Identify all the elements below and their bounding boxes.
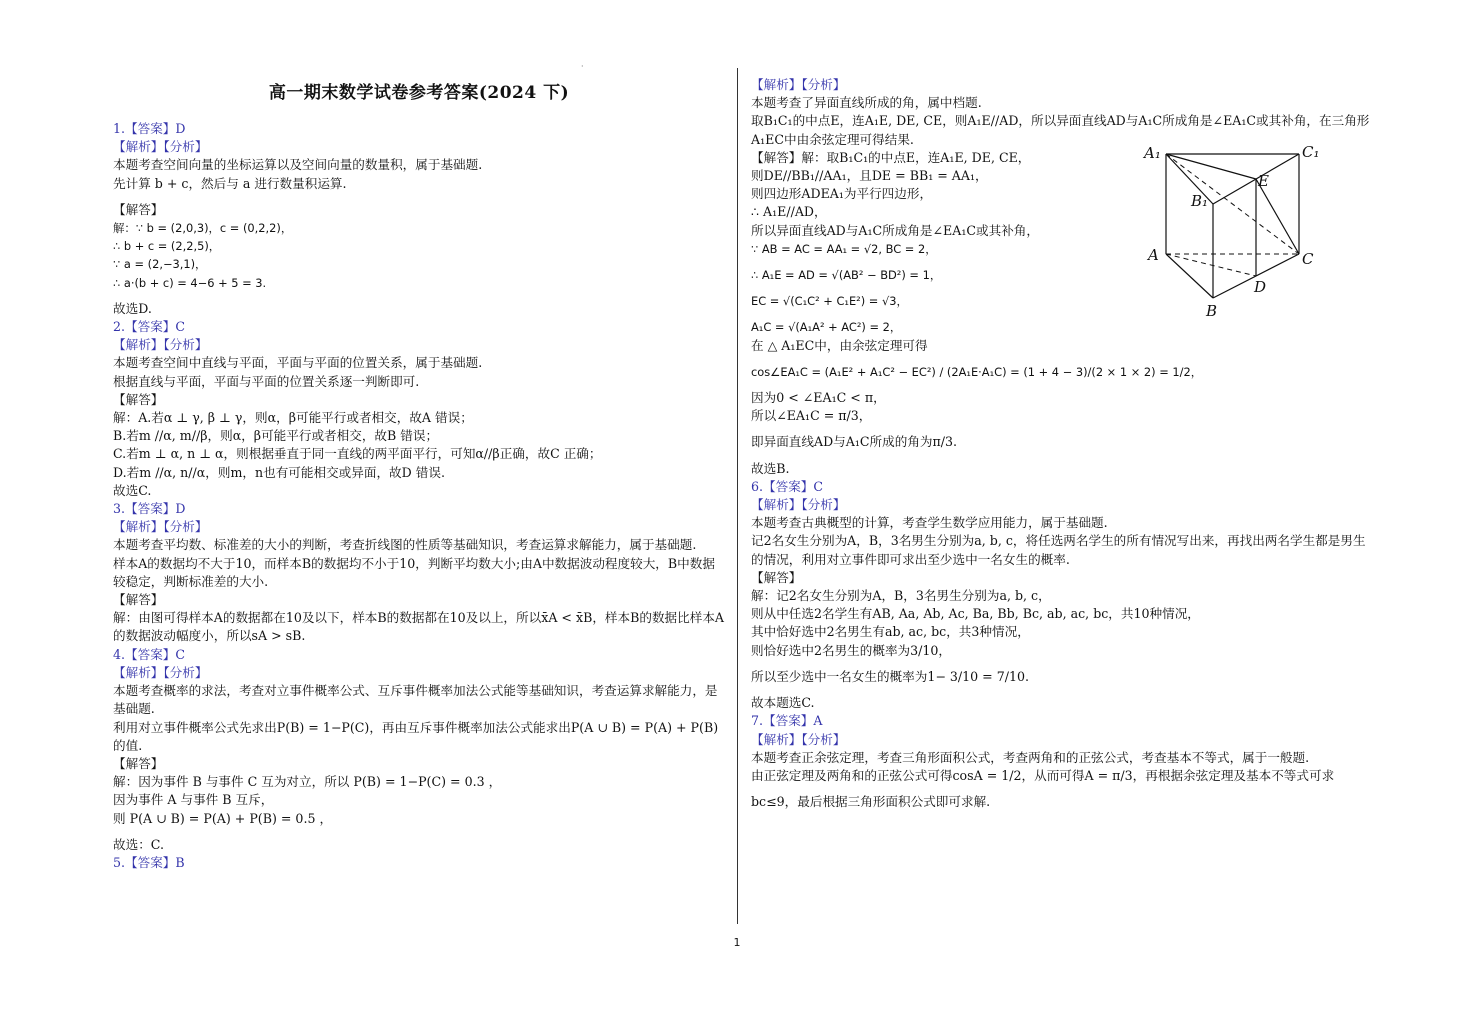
text-line: ∴ b + c = (2,2,5)， — [113, 239, 221, 254]
edge-a-d-hidden — [1166, 254, 1256, 276]
text-line: 【解答】 — [751, 569, 802, 585]
column-divider — [737, 68, 738, 924]
page-title: 高一期末数学试卷参考答案(2024 下) — [268, 83, 570, 103]
text-line: 因为事件 A 与事件 B 互斥， — [113, 792, 274, 808]
text-line: 所以至少选中一名女生的概率为1− 3/10 = 7/10. — [751, 668, 1030, 684]
text-line: 【解答】 — [113, 592, 164, 608]
text-line: cos∠EA₁C = (A₁E² + A₁C² − EC²) / (2A₁E·A₁C) = (1 + 4 − 3)/(2 × 1 × 2) = 1/2， — [751, 364, 1203, 379]
analysis-tag: 【解析】【分析】 — [751, 731, 846, 747]
question-answer-header: 2.【答案】C — [113, 319, 186, 335]
label-a1: A₁ — [1144, 144, 1161, 162]
text-line: 本题考查平均数、标准差的大小的判断，考查折线图的性质等基础知识，考查运算求解能力，属于基础题. — [113, 537, 697, 553]
left-column — [113, 120, 725, 872]
spacer — [751, 425, 1367, 433]
text-line: ∴ A₁E//AD， — [751, 204, 827, 220]
text-line: 解：因为事件 B 与事件 C 互为对立，所以 P(B) = 1−P(C) = 0.3 ， — [113, 774, 502, 790]
label-a: A — [1148, 246, 1159, 264]
text-line: 则恰好选中2名男生的概率为3/10， — [751, 642, 952, 658]
label-c: C — [1302, 250, 1314, 268]
label-b1: B₁ — [1191, 192, 1209, 210]
text-line: 故选D. — [113, 300, 152, 316]
text-line: 本题考查了异面直线所成的角，属中档题. — [751, 95, 982, 111]
question-answer-header: 4.【答案】C — [113, 646, 186, 662]
spacer — [751, 452, 1367, 460]
text-line: ∵ AB = AC = AA₁ = √2, BC = 2， — [751, 241, 937, 256]
text-line: 所以∠EA₁C = π/3， — [751, 408, 872, 424]
question-answer-header: 5.【答案】B — [113, 854, 185, 870]
edge-a1-c-hidden — [1166, 154, 1299, 254]
text-line: C.若m ⊥ α, n ⊥ α，则根据垂直于同一直线的两平面平行，可知α//β正确，故C 正确； — [113, 446, 602, 462]
text-line: 在 △ A₁EC中，由余弦定理可得 — [751, 337, 928, 353]
text-line: 则从中任选2名学生有AB, Aa, Ab, Ac, Ba, Bb, Bc, ab, ac, bc，共10种情况， — [751, 606, 1200, 622]
text-line: 解：记2名女生分别为A，B，3名男生分别为a, b, c， — [751, 588, 1051, 604]
text-line: 所以异面直线AD与A₁C所成角是∠EA₁C或其补角， — [751, 222, 1039, 238]
text-line: 本题考查概率的求法，考查对立事件概率公式、互斥事件概率加法公式能等基础知识，考查运算求解能力，是基础题. — [113, 683, 718, 717]
text-line: 【解答】 — [113, 391, 164, 407]
text-line: 则DE//BB₁//AA₁，且DE = BB₁ = AA₁， — [751, 168, 988, 184]
text-line: 故本题选C. — [751, 695, 815, 711]
text-line: 其中恰好选中2名男生有ab, ac, bc，共3种情况， — [751, 624, 1030, 640]
label-e: E — [1258, 172, 1269, 190]
spacer — [113, 828, 725, 836]
prism-figure — [1140, 140, 1330, 320]
spacer — [751, 785, 1367, 793]
text-line: ∴ a·(b + c) = 4−6 + 5 = 3. — [113, 275, 267, 290]
text-line: D.若m //α, n//α，则m，n也有可能相交或异面，故D 错误. — [113, 464, 445, 480]
text-line: 故选B. — [751, 460, 790, 476]
text-line: 即异面直线AD与A₁C所成的角为π/3. — [751, 434, 958, 450]
text-line: 本题考查正余弦定理，考查三角形面积公式，考查两角和的正弦公式，考查基本不等式，属于一般题. — [751, 749, 1310, 765]
text-line: 则四边形ADEA₁为平行四边形， — [751, 186, 933, 202]
text-line: B.若m //α, m//β，则α，β可能平行或者相交，故B 错误； — [113, 428, 439, 444]
question-answer-header: 1.【答案】D — [113, 121, 186, 136]
label-b: B — [1206, 302, 1218, 320]
text-line: 利用对立事件概率公式先求出P(B) = 1−P(C)，再由互斥事件概率加法公式能求出P(A ∪ B) = P(A) + P(B)的值. — [113, 719, 719, 753]
text-line: 【解答】 — [113, 755, 164, 771]
label-c1: C₁ — [1302, 143, 1320, 161]
text-line: 由正弦定理及两角和的正弦公式可得cosA = 1/2，从而可得A = π/3，再根据余弦定理及基本不等式可求 — [751, 767, 1335, 783]
spacer — [751, 660, 1367, 668]
text-line: 本题考查古典概型的计算，考查学生数学应用能力，属于基础题. — [751, 515, 1108, 531]
analysis-tag: 【解析】【分析】 — [113, 139, 208, 155]
text-line: 取B₁C₁的中点E，连A₁E, DE, CE，则A₁E//AD，所以异面直线AD与A₁C所成角是∠EA₁C或其补角，在三角形 — [751, 113, 1370, 129]
text-line: 记2名女生分别为A，B，3名男生分别为a, b, c，将任选两名学生的所有情况写出来，再找出两名学生都是男生的情况，利用对立事件即可求出至少选中一名女生的概率. — [751, 533, 1366, 567]
text-line: A₁EC中由余弦定理可得结果. — [751, 131, 914, 147]
text-line: 根据直线与平面，平面与平面的位置关系逐一判断即可. — [113, 373, 420, 389]
text-line: 本题考查空间中直线与平面，平面与平面的位置关系，属于基础题. — [113, 355, 483, 371]
text-line: ∴ A₁E = AD = √(AB² − BD²) = 1， — [751, 268, 942, 283]
question-answer-header: 6.【答案】C — [751, 478, 824, 494]
text-line: 先计算 b + c，然后与 a 进行数量积运算. — [113, 175, 347, 191]
spacer — [751, 355, 1367, 363]
text-line: 样本A的数据均不大于10，而样本B的数据均不小于10，判断平均数大小;由A中数据波动程度较大，B中数据较稳定，判断标准差的大小. — [113, 555, 715, 589]
label-d: D — [1254, 278, 1267, 296]
text-line: 本题考查空间向量的坐标运算以及空间向量的数量积，属于基础题. — [113, 157, 483, 173]
analysis-tag: 【解析】【分析】 — [751, 77, 846, 92]
text-line: 【解答】解：取B₁C₁的中点E，连A₁E, DE, CE， — [751, 149, 1031, 165]
edge-e-c — [1256, 179, 1299, 254]
analysis-tag: 【解析】【分析】 — [113, 337, 208, 353]
spacer — [113, 193, 725, 201]
text-line: 解：∵ b = (2,0,3)，c = (0,2,2)， — [113, 221, 293, 236]
text-line: A₁C = √(A₁A² + AC²) = 2， — [751, 320, 902, 335]
edge-a-b — [1166, 254, 1213, 298]
analysis-tag: 【解析】【分析】 — [751, 497, 846, 513]
text-line: 因为0 < ∠EA₁C < π， — [751, 390, 886, 406]
text-line: 则 P(A ∪ B) = P(A) + P(B) = 0.5 ， — [113, 810, 333, 826]
page-number: 1 — [733, 936, 741, 949]
text-line: 故选：C. — [113, 836, 164, 852]
text-line: 解：A.若α ⊥ γ, β ⊥ γ，则α，β可能平行或者相交，故A 错误； — [113, 410, 473, 426]
text-line: 故选C. — [113, 482, 152, 498]
text-line: ∵ a = (2,−3,1)， — [113, 257, 207, 272]
spacer — [113, 292, 725, 300]
spacer — [751, 686, 1367, 694]
question-answer-header: 7.【答案】A — [751, 713, 823, 729]
edge-a1-e — [1166, 154, 1256, 179]
spacer — [751, 381, 1367, 389]
text-line: 【解答】 — [113, 201, 164, 217]
analysis-tag: 【解析】【分析】 — [113, 519, 208, 535]
analysis-tag: 【解析】【分析】 — [113, 664, 208, 680]
text-line: 解：由图可得样本A的数据都在10及以下，样本B的数据都在10及以上，所以x̄A < x̄B，样本B的数据比样本A的数据波动幅度小，所以sA > sB. — [113, 610, 725, 644]
text-line: bc≤9，最后根据三角形面积公式即可求解. — [751, 794, 991, 810]
question-answer-header: 3.【答案】D — [113, 501, 186, 517]
page-mark: · — [581, 62, 584, 71]
text-line: EC = √(C₁C² + C₁E²) = √3， — [751, 294, 908, 309]
